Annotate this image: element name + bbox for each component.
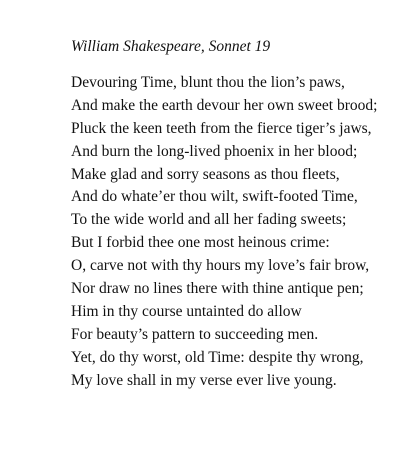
poem-line-10: Nor draw no lines there with thine antique pen; [71,280,364,298]
poem-line-1: Devouring Time, blunt thou the lion’s paws, [71,74,345,91]
poem-title: William Shakespeare, Sonnet 19 [71,38,271,55]
poem-line-11: Him in thy course untainted do allow [71,302,302,320]
poem-line-2: And make the earth devour her own sweet brood; [71,96,378,114]
poem-line-12: For beauty’s pattern to succeeding men. [71,325,319,343]
poem-line-3: Pluck the keen teeth from the fierce tiger’s jaws, [71,119,372,137]
poem-line-14: My love shall in my verse ever live young. [71,371,337,389]
poem-line-4: And burn the long-lived phoenix in her blood; [71,142,358,160]
poem-line-5: Make glad and sorry seasons as thou fleets, [71,165,340,183]
poem-body [71,72,377,392]
poem-line-13: Yet, do thy worst, old Time: despite thy wrong, [71,348,364,366]
poem-line-9: O, carve not with thy hours my love’s fair brow, [71,257,370,275]
poem-line-7: To the wide world and all her fading sweets; [71,211,347,229]
poem-line-6: And do whate’er thou wilt, swift-footed Time, [71,188,358,206]
poem-line-8: But I forbid thee one most heinous crime: [71,234,330,252]
